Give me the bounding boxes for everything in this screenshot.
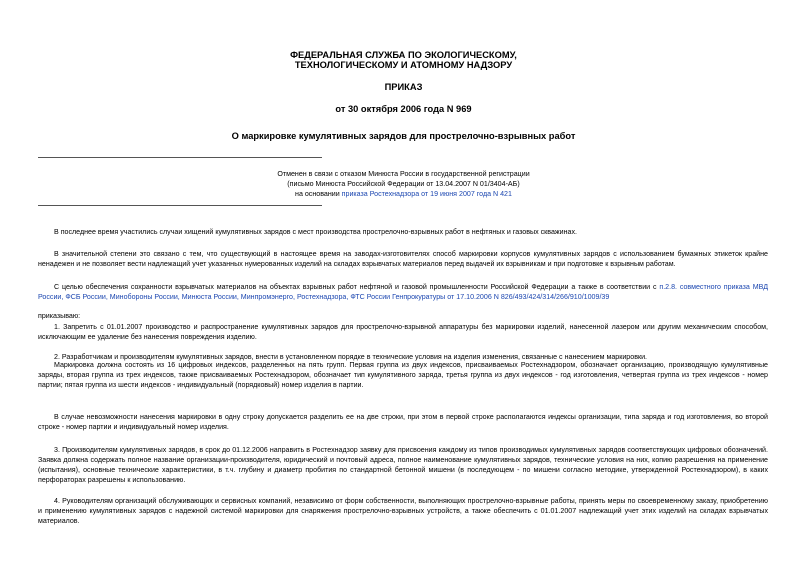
paragraph-item-1: [38, 322, 768, 342]
organization-name-line2: ТЕХНОЛОГИЧЕСКОМУ И АТОМНОМУ НАДЗОРУ: [294, 60, 513, 70]
divider-bottom: [38, 205, 322, 206]
paragraph-3-text: [38, 282, 768, 302]
marking-text: Маркировка должна состоять из 16 цифровых индексов, разделенных на пять групп. Первая группа из двух индексов, присваиваемых Ростехнадзором, обозначает организацию, производящую кумулятивные заряды, вторая группа из трех индексов, также присваиваемых Ростехнадзором, обозначает тип кумулятивного заряда, третья группа из двух индексов - год изготовления, четвертая группа из трех индексов - номер партии; пятая группа из шести индексов - индивидуальный (порядковый) номер изделия в партии.: [38, 361, 768, 389]
item-3-text: 3. Производителям кумулятивных зарядов, в срок до 01.12.2006 направить в Ростехнадзор заявку для присвоения каждому из типов производимых кумулятивных зарядов соответствующих цифровых обозначений. Заявка должна содержать полное название организации-производителя, юридический и почтовый адреса, полное наименование кумулятивных зарядов, технические условия на них, копию разрешения на применение (испытания), основные технические характеристики, в т.ч. глубину и диаметр пробития по стандартной бетонной мишени (в последующем - по мишени согласно методике, утвержденной Ростехнадзором), в каких перфораторах разрешены к использованию.: [38, 446, 768, 484]
item-2-text: 2. Разработчикам и производителям кумулятивных зарядов, внести в установленном порядке в технические условия на изделия изменения, связанные с нанесением маркировки.: [54, 353, 647, 361]
paragraph-3-prefix: С целью обеспечения сохранности взрывчатых материалов на объектах взрывных работ нефтяной и газовой промышленности Российской Федерации а также в соответствии с: [54, 283, 660, 291]
joint-order-link[interactable]: п.2.8. совместного приказа МВД России, ФСБ России, Минобороны России, Минюста России, Минпромэнерго, Ростехнадзора, ФТС России Генпрокуратуры от 17.10.2006 N 826/493/424/314/266/910/1009/39: [38, 283, 768, 301]
cancel-note-line1: Отменен в связи с отказом Минюста России в государственной регистрации: [277, 170, 530, 178]
cancel-note-prefix: на основании: [295, 190, 342, 198]
order-word: приказываю:: [38, 312, 81, 320]
document-title: О маркировке кумулятивных зарядов для прострелочно-взрывных работ: [231, 131, 576, 141]
paragraph-marking: [38, 360, 768, 390]
cancel-note-line2: (письмо Минюста Российской Федерации от 13.04.2007 N 01/3404-АБ): [287, 180, 520, 188]
item-1-text: 1. Запретить с 01.01.2007 производство и распространение кумулятивных зарядов для прострелочно-взрывной аппаратуры без маркировки изделий, нанесенной лазером или другим механическим способом, исключающим ее удаление без нанесения повреждения изделию.: [38, 323, 768, 341]
paragraph-order: [38, 311, 768, 321]
document-type: ПРИКАЗ: [384, 82, 423, 92]
cancel-order-link[interactable]: приказа Ростехнадзора от 19 июня 2007 года N 421: [341, 190, 512, 198]
document-date: от 30 октября 2006 года N 969: [335, 104, 472, 114]
paragraph-2: [38, 249, 768, 269]
paragraph-item-3: [38, 445, 768, 485]
paragraph-item-4: [38, 496, 768, 526]
divider-top: [38, 157, 322, 158]
paragraph-2-text: В значительной степени это связано с тем, что существующий в настоящее время на заводах-изготовителях способ маркировки корпусов кумулятивных зарядов с использованием бумажных этикеток крайне ненадежен и не позволяет вести надлежащий учет указанных нумерованных изделий на складах взрывчатых материалов перед выдачей их взрывникам и при подготовке к взрывным работам.: [38, 250, 768, 268]
item-4-text: 4. Руководителям организаций обслуживающих и сервисных компаний, независимо от форм собственности, выполняющих прострелочно-взрывные работы, принять меры по своевременному заказу, приобретению и применению кумулятивных зарядов с надежной системой маркировки для снаряжения прострелочно-взрывных устройств, а также обеспечить с 01.01.2007 надлежащий учет этих изделий на складах взрывчатых материалов.: [38, 497, 768, 525]
two-lines-text: В случае невозможности нанесения маркировки в одну строку допускается разделить ее на две строки, при этом в первой строке располагаются индексы организации, типа заряда и год изготовления, во второй строке - номер партии и индивидуальный номер изделия.: [38, 413, 768, 431]
paragraph-3: [38, 282, 768, 302]
paragraph-1-text: В последнее время участились случаи хищений кумулятивных зарядов с мест производства прострелочно-взрывных работ в нефтяных и газовых скважинах.: [54, 228, 577, 236]
paragraph-1: [38, 227, 768, 237]
cancel-note-line3: [0, 189, 807, 199]
organization-name-line1: ФЕДЕРАЛЬНАЯ СЛУЖБА ПО ЭКОЛОГИЧЕСКОМУ,: [290, 50, 517, 60]
paragraph-two-lines: [38, 412, 768, 432]
